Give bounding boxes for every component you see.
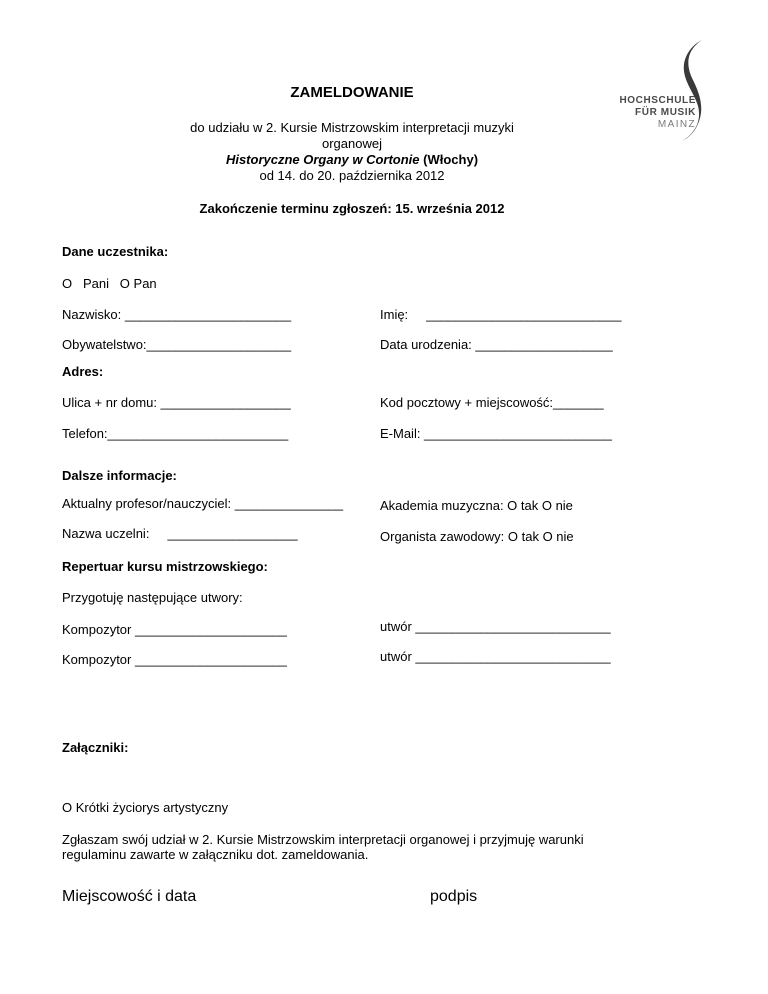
postal-code-field[interactable]: Kod pocztowy + miejscowość:_______ [380, 395, 604, 410]
organist-options[interactable]: Organista zawodowy: O tak O nie [380, 529, 574, 544]
subtitle-line-1: do udziału w 2. Kursie Mistrzowskim interpretacji muzyki [190, 120, 514, 135]
subtitle-line-2: organowej [322, 136, 382, 151]
address-heading: Adres: [62, 364, 104, 379]
course-country: (Włochy) [423, 152, 479, 167]
salutation-options[interactable]: O Pani O Pan [62, 276, 157, 291]
birth-date-field[interactable]: Data urodzenia: ___________________ [380, 337, 613, 352]
work-field-2[interactable]: utwór ___________________________ [380, 649, 611, 664]
first-name-field[interactable]: Imię: ___________________________ [380, 307, 622, 322]
composer-field-2[interactable]: Kompozytor _____________________ [62, 652, 287, 667]
further-info-heading: Dalsze informacje: [62, 468, 177, 483]
email-field[interactable]: E-Mail: __________________________ [380, 426, 613, 441]
surname-field[interactable]: Nazwisko: _______________________ [62, 307, 292, 322]
citizenship-field[interactable]: Obywatelstwo:____________________ [62, 337, 292, 352]
phone-field[interactable]: Telefon:_________________________ [62, 426, 289, 441]
participant-heading: Dane uczestnika: [62, 244, 169, 259]
school-field[interactable]: Nazwa uczelni: __________________ [62, 526, 298, 541]
street-field[interactable]: Ulica + nr domu: __________________ [62, 395, 291, 410]
page-title: ZAMELDOWANIE [290, 84, 414, 101]
cv-checkbox[interactable]: O Krótki życiorys artystyczny [62, 800, 229, 815]
logo-line-2: FÜR MUSIK [635, 107, 696, 118]
work-field-1[interactable]: utwór ___________________________ [380, 619, 611, 634]
deadline: Zakończenie terminu zgłoszeń: 15. września 2012 [199, 201, 505, 216]
teacher-field[interactable]: Aktualny profesor/nauczyciel: _______________ [62, 496, 344, 511]
logo-line-1: HOCHSCHULE [619, 95, 696, 106]
repertoire-heading: Repertuar kursu mistrzowskiego: [62, 559, 268, 574]
composer-field-1[interactable]: Kompozytor _____________________ [62, 622, 287, 637]
declaration-line-2: regulaminu zawarte w załączniku dot. zameldowania. [62, 847, 369, 862]
signature-label: podpis [430, 888, 478, 905]
course-dates: od 14. do 20. października 2012 [259, 168, 445, 183]
repertoire-intro: Przygotuję następujące utwory: [62, 590, 243, 605]
logo-line-3: MAINZ [657, 119, 696, 130]
attachments-heading: Załączniki: [62, 740, 129, 755]
course-name: Historyczne Organy w Cortonie [225, 152, 420, 167]
place-date-label: Miejscowość i data [62, 888, 197, 905]
academy-options[interactable]: Akademia muzyczna: O tak O nie [380, 498, 573, 513]
course-name-line [150, 152, 554, 167]
declaration-line-1: Zgłaszam swój udział w 2. Kursie Mistrzowskim interpretacji organowej i przyjmuję warunki [62, 832, 584, 847]
